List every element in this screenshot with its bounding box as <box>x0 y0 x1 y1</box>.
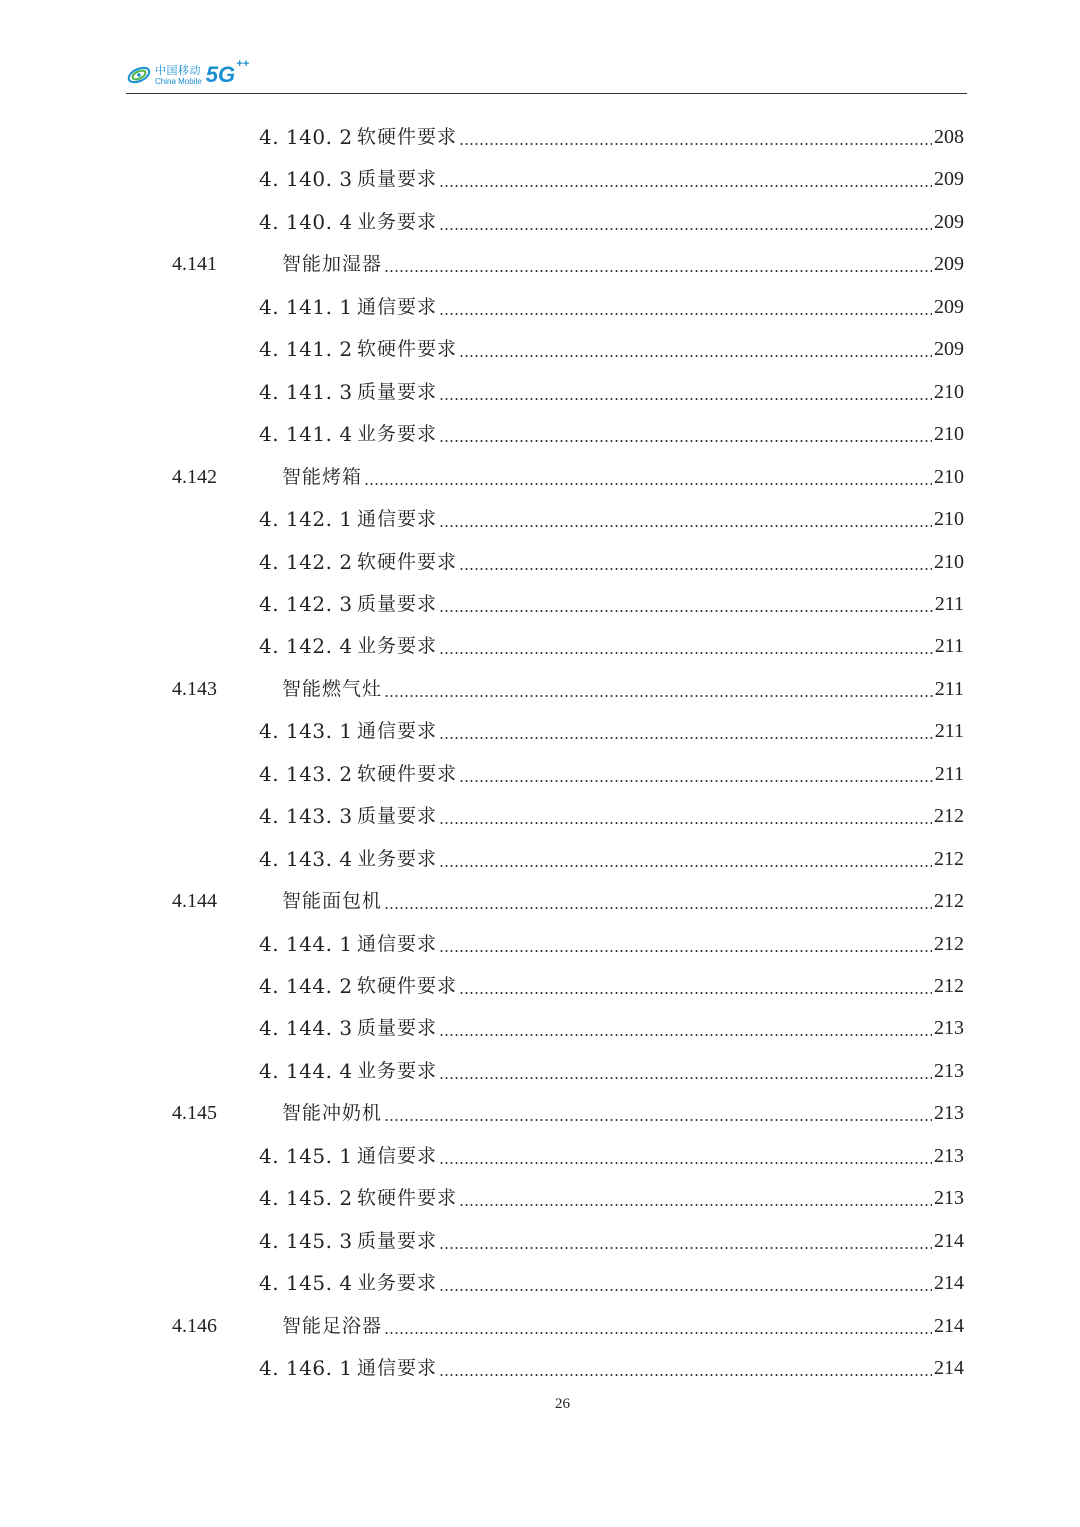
brand-5g-text: 5G <box>205 62 236 87</box>
china-mobile-logo-icon <box>126 62 152 88</box>
toc-entry-number: 4. 143. 3 <box>259 804 353 829</box>
toc-entry-title: 软硬件要求 <box>357 1187 458 1210</box>
toc-entry-number: 4.142 <box>172 465 217 488</box>
toc-entry-page: 212 <box>934 932 964 955</box>
brand-name-en: China Mobile <box>155 76 202 86</box>
toc-dot-leader <box>439 652 933 654</box>
toc-entry[interactable] <box>259 795 964 837</box>
toc-entry-number: 4. 143. 4 <box>259 846 353 871</box>
toc-dot-leader <box>384 1332 932 1334</box>
toc-entry-page: 208 <box>934 126 964 148</box>
toc-entry-title: 业务要求 <box>357 210 438 233</box>
toc-dot-leader <box>459 1204 932 1206</box>
toc-entry-page: 209 <box>934 253 964 276</box>
toc-entry-number: 4. 140. 3 <box>259 167 353 192</box>
toc-entry-page: 214 <box>934 1229 964 1252</box>
toc-entry-number: 4. 141. 4 <box>259 422 353 447</box>
toc-dot-leader <box>439 1374 932 1376</box>
toc-entry-title: 质量要求 <box>357 168 438 191</box>
toc-dot-leader <box>439 185 932 187</box>
toc-dot-leader <box>439 610 933 612</box>
toc-entry[interactable] <box>259 583 964 625</box>
toc-entry[interactable] <box>259 1347 964 1389</box>
toc-entry-page: 209 <box>934 295 964 318</box>
toc-entry-title: 通信要求 <box>357 1144 438 1167</box>
toc-entry-page: 211 <box>934 677 964 700</box>
toc-entry-page: 212 <box>934 805 964 828</box>
toc-dot-leader <box>459 992 932 994</box>
toc-entry-page: 211 <box>934 720 964 743</box>
toc-dot-leader <box>439 440 932 442</box>
toc-entry-title: 智能冲奶机 <box>282 1102 383 1125</box>
toc-dot-leader <box>439 737 933 739</box>
toc-dot-leader <box>459 355 932 357</box>
toc-entry-number: 4. 145. 2 <box>259 1186 353 1211</box>
toc-entry-number: 4. 144. 1 <box>259 931 353 956</box>
toc-entry[interactable] <box>259 1135 964 1177</box>
toc-entry-title: 智能足浴器 <box>282 1314 383 1337</box>
toc-entry[interactable] <box>172 880 964 922</box>
brand-name <box>155 65 202 86</box>
toc-entry-page: 210 <box>934 508 964 531</box>
toc-entry[interactable] <box>259 1262 964 1304</box>
toc-entry-title: 软硬件要求 <box>357 338 458 361</box>
toc-entry[interactable] <box>259 1007 964 1049</box>
toc-entry-number: 4. 141. 3 <box>259 379 353 404</box>
toc-entry-page: 212 <box>934 975 964 997</box>
toc-entry-title: 软硬件要求 <box>357 762 458 785</box>
toc-entry-page: 210 <box>934 380 964 403</box>
toc-entry-title: 软硬件要求 <box>357 550 458 573</box>
toc-entry-number: 4. 143. 1 <box>259 719 353 744</box>
toc-entry-number: 4. 141. 1 <box>259 294 353 319</box>
toc-entry-number: 4.141 <box>172 253 217 276</box>
toc-dot-leader <box>439 228 932 230</box>
toc-entry[interactable] <box>259 371 964 413</box>
toc-entry[interactable] <box>259 923 964 965</box>
toc-entry-title: 软硬件要求 <box>357 126 458 148</box>
toc-entry[interactable] <box>172 1092 964 1134</box>
toc-entry-title: 软硬件要求 <box>357 975 458 997</box>
toc-entry-number: 4. 145. 3 <box>259 1228 353 1253</box>
toc-dot-leader <box>384 907 932 909</box>
toc-entry[interactable] <box>259 1220 964 1262</box>
toc-entry[interactable] <box>259 158 964 200</box>
toc-entry-page: 211 <box>934 762 964 785</box>
toc-entry-number: 4. 145. 4 <box>259 1271 353 1296</box>
toc-entry-title: 通信要求 <box>357 295 438 318</box>
toc-entry[interactable] <box>259 838 964 880</box>
toc-entry[interactable] <box>172 456 964 498</box>
toc-entry-number: 4. 142. 4 <box>259 634 353 659</box>
toc-entry-page: 209 <box>934 168 964 191</box>
header-divider <box>126 93 967 94</box>
toc-dot-leader <box>439 1034 932 1036</box>
toc-entry[interactable] <box>172 1305 964 1347</box>
toc-entry[interactable] <box>259 965 964 1007</box>
toc-dot-leader <box>384 270 932 272</box>
toc-dot-leader <box>459 780 933 782</box>
toc-dot-leader <box>364 483 932 485</box>
toc-dot-leader <box>439 1247 932 1249</box>
toc-entry-number: 4. 146. 1 <box>259 1356 353 1381</box>
toc-dot-leader <box>439 950 932 952</box>
brand-5g-plus: ++ <box>236 58 250 70</box>
toc-entry[interactable] <box>259 710 964 752</box>
toc-dot-leader <box>439 1077 932 1079</box>
toc-entry-number: 4.145 <box>172 1102 217 1125</box>
toc-entry-title: 质量要求 <box>357 805 438 828</box>
toc-entry-title: 质量要求 <box>357 380 438 403</box>
toc-entry-page: 213 <box>934 1059 964 1082</box>
toc-entry[interactable] <box>259 201 964 243</box>
toc-dot-leader <box>384 1119 932 1121</box>
toc-dot-leader <box>459 143 932 145</box>
toc-entry-page: 213 <box>934 1102 964 1125</box>
toc-entry-title: 质量要求 <box>357 592 438 615</box>
page-number: 26 <box>555 1396 570 1412</box>
toc-entry-page: 211 <box>934 635 964 658</box>
toc-entry-page: 209 <box>934 338 964 361</box>
toc-entry-title: 质量要求 <box>357 1229 438 1252</box>
toc-entry-page: 212 <box>934 890 964 913</box>
toc-entry-number: 4. 140. 4 <box>259 209 353 234</box>
toc-entry-title: 业务要求 <box>357 847 438 870</box>
toc-entry-number: 4.144 <box>172 890 217 913</box>
toc-entry[interactable] <box>259 541 964 583</box>
toc-entry[interactable] <box>259 116 964 158</box>
toc-dot-leader <box>439 525 932 527</box>
toc-entry-number: 4. 145. 1 <box>259 1143 353 1168</box>
toc-entry-page: 213 <box>934 1187 964 1210</box>
toc-entry-page: 214 <box>934 1272 964 1295</box>
toc-entry-number: 4. 144. 3 <box>259 1016 353 1041</box>
toc-entry[interactable] <box>259 753 964 795</box>
toc-entry-page: 214 <box>934 1357 964 1380</box>
toc-entry-title: 业务要求 <box>357 423 438 446</box>
toc-entry-title: 质量要求 <box>357 1017 438 1040</box>
toc-entry-title: 业务要求 <box>357 635 438 658</box>
toc-entry-number: 4. 142. 3 <box>259 591 353 616</box>
toc-entry-title: 通信要求 <box>357 1357 438 1380</box>
toc-dot-leader <box>459 568 932 570</box>
toc-entry-number: 4. 142. 2 <box>259 549 353 574</box>
toc-dot-leader <box>439 1289 932 1291</box>
toc-entry[interactable] <box>259 286 964 328</box>
toc-dot-leader <box>439 313 932 315</box>
toc-entry[interactable] <box>172 668 964 710</box>
toc-entry-page: 209 <box>934 210 964 233</box>
toc-entry[interactable] <box>259 1177 964 1219</box>
toc-entry-title: 智能面包机 <box>282 890 383 913</box>
toc-entry-number: 4. 142. 1 <box>259 507 353 532</box>
toc-entry-page: 213 <box>934 1017 964 1040</box>
toc-dot-leader <box>439 865 932 867</box>
toc-dot-leader <box>439 398 932 400</box>
toc-entry-title: 智能加湿器 <box>282 253 383 276</box>
toc-entry[interactable] <box>172 243 964 285</box>
toc-dot-leader <box>439 822 932 824</box>
brand-5g-mark <box>205 58 250 88</box>
toc-entry-title: 智能燃气灶 <box>282 677 383 700</box>
brand-logo <box>126 58 250 88</box>
toc-entry-number: 4. 143. 2 <box>259 761 353 786</box>
page-header <box>126 60 967 96</box>
toc-entry-title: 通信要求 <box>357 508 438 531</box>
toc-entry-number: 4. 144. 2 <box>259 974 353 998</box>
toc-entry-number: 4.143 <box>172 677 217 700</box>
toc-entry-page: 211 <box>934 592 964 615</box>
toc-entry-page: 210 <box>934 423 964 446</box>
toc-entry-page: 212 <box>934 847 964 870</box>
toc-dot-leader <box>439 1162 932 1164</box>
toc-entry-title: 智能烤箱 <box>282 465 363 488</box>
toc-entry[interactable] <box>259 498 964 540</box>
brand-name-cn: 中国移动 <box>155 63 201 77</box>
toc-entry-page: 210 <box>934 550 964 573</box>
toc-entry-page: 214 <box>934 1314 964 1337</box>
toc-entry-title: 通信要求 <box>357 720 438 743</box>
toc-entry-title: 业务要求 <box>357 1059 438 1082</box>
toc-entry-number: 4. 140. 2 <box>259 125 353 149</box>
toc-entry-page: 210 <box>934 465 964 488</box>
toc-entry-page: 213 <box>934 1144 964 1167</box>
toc-entry[interactable] <box>259 1050 964 1092</box>
toc-entry-number: 4. 141. 2 <box>259 337 353 362</box>
toc-entry-title: 业务要求 <box>357 1272 438 1295</box>
toc-entry[interactable] <box>259 413 964 455</box>
toc-dot-leader <box>384 695 933 697</box>
toc-entry-number: 4. 144. 4 <box>259 1058 353 1083</box>
toc-entry-number: 4.146 <box>172 1314 217 1337</box>
toc-entry[interactable] <box>259 328 964 370</box>
toc-entry[interactable] <box>259 625 964 667</box>
toc-entry-title: 通信要求 <box>357 932 438 955</box>
